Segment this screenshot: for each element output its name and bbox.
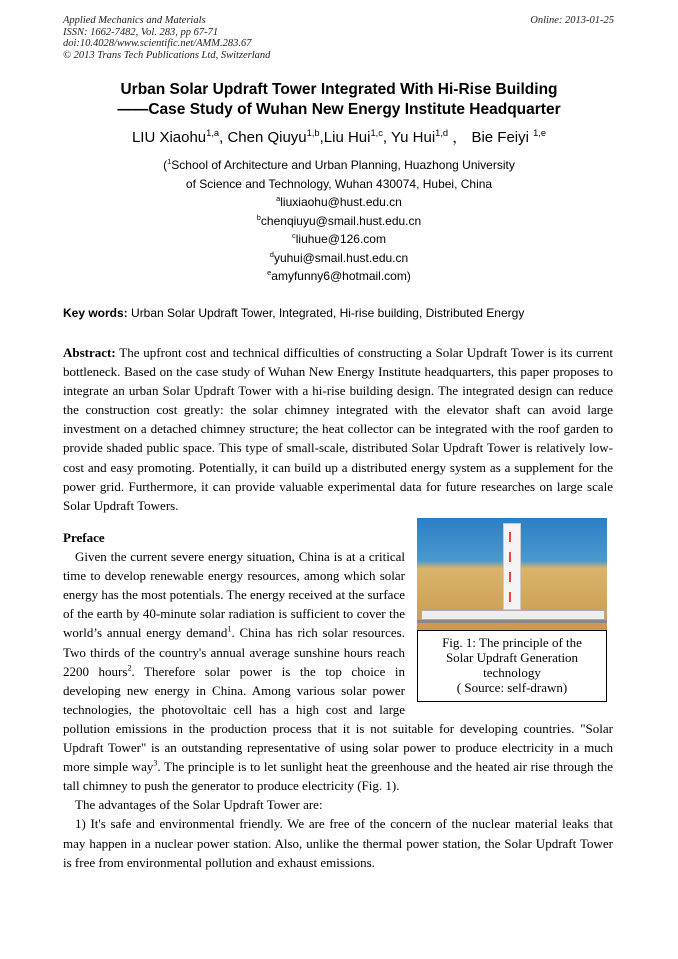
keywords: Key words: Urban Solar Updraft Tower, Integrated, Hi-rise building, Distributed Energy <box>63 306 525 320</box>
affiliation: ($^1$School of Architecture and Urban Planning, Huazhong University of Science and Technology, Wuhan 430074, Hubei, China $^a$liuxiaohu@hust.edu.cn $^b$chenqiuyu@smail.hust.edu.cn $^c$liuhue@126.com $^d$yuhui@smail.hust.edu.cn $^e$amyfunny6@hotmail.com) <box>0 156 678 286</box>
author: LIU Xiaohu$^{1,a}$, <box>131 128 228 146</box>
online-date: Online: 2013-01-25 <box>530 15 614 26</box>
solar-updraft-tower-image <box>417 518 607 630</box>
chimney <box>503 523 521 610</box>
title-line-2: ——Case Study of Wuhan New Energy Institute Headquarter <box>117 101 561 118</box>
journal-header <box>63 15 270 61</box>
journal-name: Applied Mechanics and Materials <box>63 15 206 26</box>
paper-title <box>0 80 678 120</box>
abstract: Abstract: The upfront cost and technical difficulties of constructing a Solar Updraft Tower is its current bottleneck. Based on the case study of Wuhan New Energy Institute headquarters, this paper proposes to integrate an urban Solar Updraft Tower with a hi-rise building design. The integrated design can reduce the construction cost greatly: the solar chimney integrated with the elevator shaft can avoid large investment on a detached chimney structure; the heat collector can be integrated with the roof garden to provide shaded public space. This type of small-scale, distributed Solar Updraft Tower is relatively low-cost and easy promoting. Potentially, it can build up a distributed energy system as a supplement for the power grid. Furthermore, it can provide valuable experimental data for future researches on large scale Solar Updraft Towers. <box>63 345 613 513</box>
doi: doi:10.4028/www.scientific.net/AMM.283.67 <box>63 38 252 49</box>
figure-caption: Fig. 1: The principle of the Solar Updraft Generation technology ( Source: self-drawn) <box>417 630 607 702</box>
email: $^a$liuxiaohu@hust.edu.cn <box>276 194 402 209</box>
email: $^d$yuhui@smail.hust.edu.cn <box>269 249 409 265</box>
copyright: © 2013 Trans Tech Publications Ltd, Switzerland <box>63 49 271 61</box>
paragraph: 1) It's safe and environmental friendly. We are free of the concern of the nuclear material leaks that may happen in a nuclear power station. Also, unlike the thermal power station, the Solar Updraft Tower is free from environmental pollution and exhaust emissions. <box>63 816 613 870</box>
author-list <box>0 126 678 147</box>
author: Yu Hui$^{1,d}$ ， <box>390 128 472 146</box>
author: Liu Hui$^{1,c}$, <box>323 128 391 146</box>
title-line-1: Urban Solar Updraft Tower Integrated With Hi-Rise Building <box>120 81 558 98</box>
issn: ISSN: 1662-7482, Vol. 283, pp 67-71 <box>63 26 219 38</box>
paragraph: Given the current severe energy situation, China is at a critical time to develop renewable energy resources, among which solar energy has the most potentials. The energy received at the surface of the earth by 40-minute solar radiation is sufficient to cover the world’s annual energy demand$^1$. China has rich solar resources. Two thirds of the country's annual average sunshine hours reach 2200 hours$^2$. Therefore solar power is the top choice in developing new energy in China. Among various solar power technologies, the photovoltaic cell has a high cost and large pollution emissions in the production process that it is not suitable for developing countries. "Solar Updraft Tower" is an outstanding representative of using solar power to produce electricity in a much more simple way$^3$. The principle is to let sunlight heat the greenhouse and the heated air rise through the tall chimney to push the generator to produce electricity (Fig. 1). <box>63 549 613 794</box>
email: $^b$chenqiuyu@smail.hust.edu.cn <box>256 212 422 228</box>
author: Bie Feiyi $^{1,e}$ <box>471 128 547 146</box>
section-heading: Preface <box>63 530 105 545</box>
email: $^c$liuhue@126.com <box>292 231 386 246</box>
email: $^e$amyfunny6@hotmail.com) <box>267 268 411 283</box>
paragraph: The advantages of the Solar Updraft Tower are: <box>75 797 323 813</box>
collector <box>421 610 605 620</box>
author: Chen Qiuyu$^{1,b}$, <box>227 128 324 146</box>
preface-section <box>63 528 613 872</box>
figure-1 <box>417 518 613 702</box>
